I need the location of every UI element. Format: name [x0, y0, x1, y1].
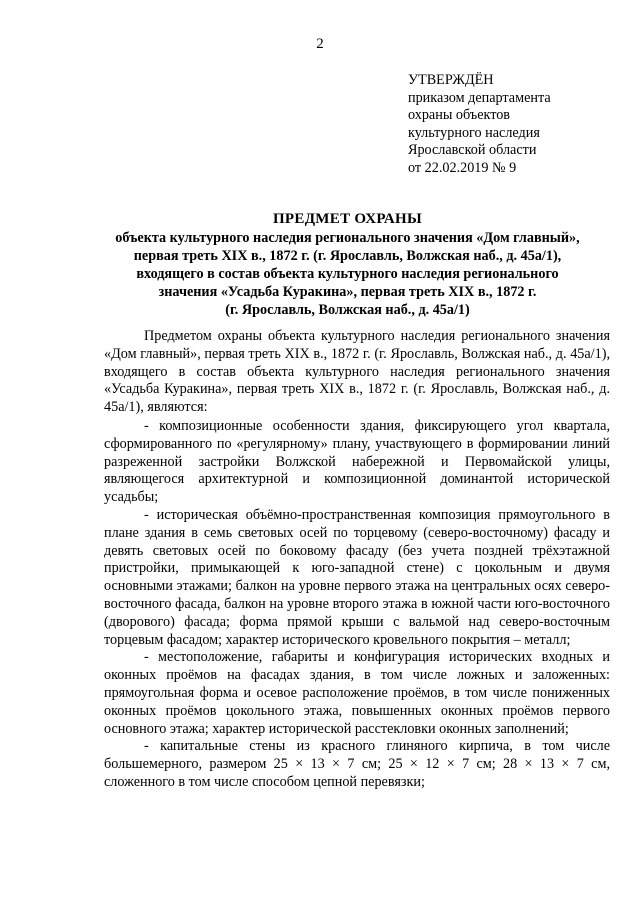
title-heading: ПРЕДМЕТ ОХРАНЫ	[272, 211, 423, 227]
approval-line: охраны объектов	[408, 107, 510, 124]
approval-stamp	[408, 72, 608, 178]
document-body	[104, 328, 610, 792]
list-item: - местоположение, габариты и конфигурация исторических входных и оконных проёмов на фасадах здания, в том числе ложных и заложенных: прямоугольная форма и осевое расположение проёмов, в том числе пониженных оконных проёмов цокольного этажа, повышенных оконных проёмов первого основного этажа; характер исторической расстекловки оконных заполнений;	[104, 649, 610, 737]
title-line: (г. Ярославль, Волжская наб., д. 45а/1)	[225, 302, 470, 318]
list-item: - композиционные особенности здания, фиксирующего угол квартала, сформированного по «регулярному» плану, участвующего в формировании линий разреженной застройки Волжской набережной и Первомайской улицы, являющегося архитектурной и композиционной доминантой исторической усадьбы;	[104, 417, 610, 506]
list-item: - капитальные стены из красного глиняного кирпича, в том числе большемерного, размером 25 × 13 × 7 см; 25 × 12 × 7 см; 28 × 13 × 7 см, сложенного в том числе способом цепной перевязки;	[104, 738, 610, 790]
approval-line: культурного наследия	[408, 124, 540, 141]
title-line: значения «Усадьба Куракина», первая треть XIX в., 1872 г.	[158, 284, 537, 300]
title-line: объекта культурного наследия регионального значения «Дом главный»,	[115, 230, 580, 246]
title-line: первая треть XIX в., 1872 г. (г. Ярославль, Волжская наб., д. 45а/1),	[133, 248, 562, 264]
page-number: 2	[316, 36, 324, 52]
approval-line: приказом департамента	[408, 89, 551, 106]
title-line: входящего в состав объекта культурного наследия регионального	[136, 266, 559, 282]
approval-line: от 22.02.2019 № 9	[408, 159, 517, 176]
list-item: - историческая объёмно-пространственная композиция прямоугольного в плане здания в семь световых осей по торцевому (северо-восточному) фасаду и девять световых осей по боковому фасаду (без учета поздней трёхэтажной пристройки, примыкающей к юго-западной стене) с цокольным и двумя основными этажами; балкон на уровне первого этажа на центральных осях северо-восточного фасада, балкон на уровне второго этажа в южной части юго-восточного (дворового) фасада; форма прямой крыши с вальмой над северо-восточным торцевым фасадом; характер исторического кровельного покрытия – металл;	[104, 506, 610, 648]
approval-line: Ярославской области	[408, 142, 537, 159]
intro-paragraph: Предметом охраны объекта культурного наследия регионального значения «Дом главный», первая треть XIX в., 1872 г. (г. Ярославль, Волжская наб., д. 45а/1), входящего в состав объекта культурного наследия регионального значения «Усадьба Куракина», первая треть XIX в., 1872 г. (г. Ярославль, Волжская наб., д. 45а/1), являются:	[104, 328, 610, 416]
document-title	[80, 209, 615, 319]
approval-line: УТВЕРЖДЁН	[408, 72, 494, 88]
